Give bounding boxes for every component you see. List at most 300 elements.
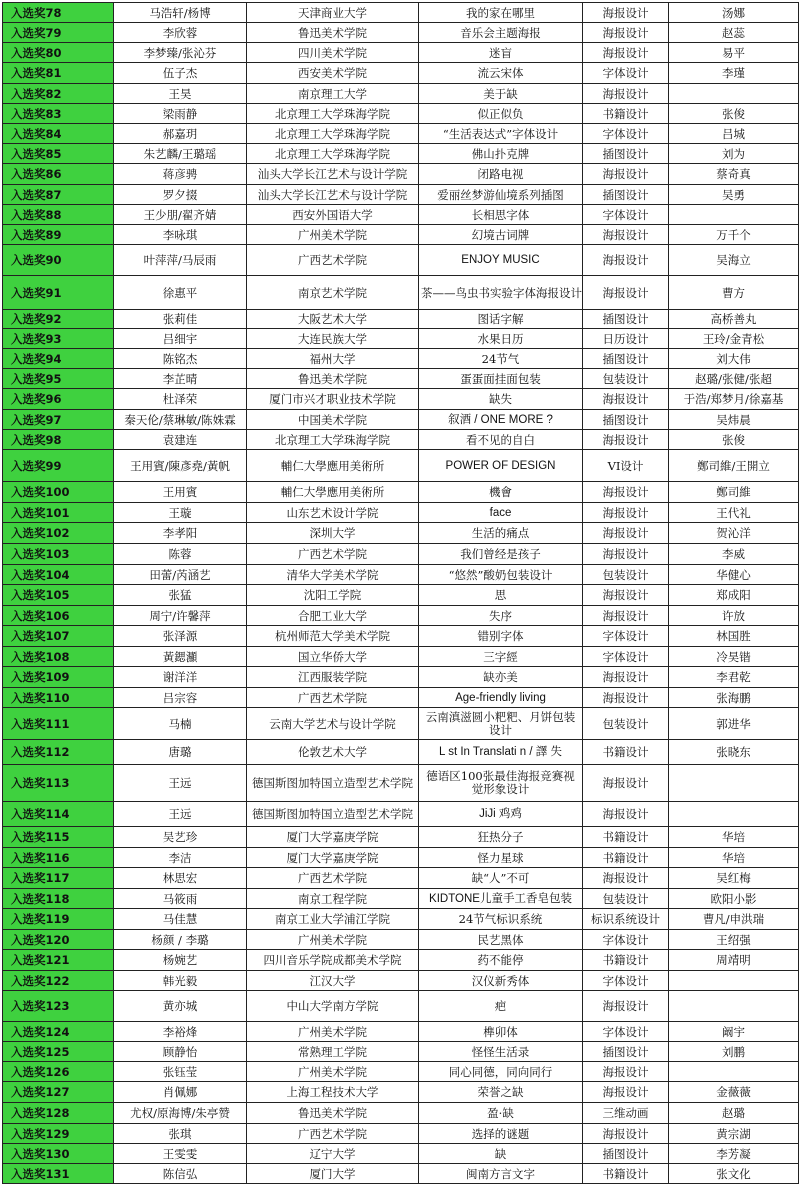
school-cell: 輔仁大學應用美術所 [247, 482, 419, 503]
table-row [3, 626, 799, 647]
award-cell: 入选奖90 [3, 245, 114, 276]
category-cell: 字体设计 [583, 971, 669, 991]
author-cell: 王雯雯 [114, 1144, 247, 1164]
advisor-cell: 黄宗湖 [669, 1124, 799, 1144]
work-title-cell: JiJi 鸡鸡 [419, 802, 583, 827]
category-cell: 字体设计 [583, 63, 669, 84]
school-cell: 鲁迅美术学院 [247, 1103, 419, 1124]
table-row [3, 205, 799, 225]
school-cell: 广西艺术学院 [247, 544, 419, 565]
work-title-cell: 选择的谜题 [419, 1124, 583, 1144]
advisor-cell: 万千个 [669, 225, 799, 245]
advisor-cell: 王代礼 [669, 503, 799, 523]
school-cell: 大阪艺术大学 [247, 310, 419, 329]
table-row [3, 991, 799, 1022]
advisor-cell: 蔡奇真 [669, 164, 799, 185]
category-cell: 字体设计 [583, 930, 669, 950]
award-cell: 入选奖104 [3, 565, 114, 585]
table-row [3, 971, 799, 991]
award-cell: 入选奖122 [3, 971, 114, 991]
author-cell: 李咏琪 [114, 225, 247, 245]
advisor-cell [669, 802, 799, 827]
author-cell: 马筱雨 [114, 889, 247, 909]
category-cell: 插图设计 [583, 349, 669, 369]
award-cell: 入选奖117 [3, 868, 114, 889]
school-cell: 广州美术学院 [247, 225, 419, 245]
table-row [3, 565, 799, 585]
table-row [3, 909, 799, 930]
award-table-body [3, 3, 799, 1184]
work-title-cell: 生活的痛点 [419, 523, 583, 544]
category-cell: 海报设计 [583, 765, 669, 802]
author-cell: 王用賓 [114, 482, 247, 503]
author-cell: 李欣蓉 [114, 23, 247, 43]
advisor-cell: 华培 [669, 827, 799, 848]
author-cell: 李孝阳 [114, 523, 247, 544]
author-cell: 吕宗容 [114, 688, 247, 708]
school-cell: 大连民族大学 [247, 329, 419, 349]
advisor-cell: 张晓东 [669, 740, 799, 765]
table-row [3, 1124, 799, 1144]
table-row [3, 647, 799, 667]
advisor-cell [669, 971, 799, 991]
author-cell: 陈蓉 [114, 544, 247, 565]
advisor-cell: 张海鹏 [669, 688, 799, 708]
table-row [3, 1062, 799, 1082]
work-title-cell: Age-friendly living [419, 688, 583, 708]
work-title-cell: 缺“人”不可 [419, 868, 583, 889]
award-cell: 入选奖88 [3, 205, 114, 225]
school-cell: 中国美术学院 [247, 410, 419, 430]
category-cell: 海报设计 [583, 164, 669, 185]
award-cell: 入选奖126 [3, 1062, 114, 1082]
author-cell: 马佳慧 [114, 909, 247, 930]
advisor-cell: 吕城 [669, 124, 799, 144]
work-title-cell: L st In Translati n / 譯 失 [419, 740, 583, 765]
category-cell: 海报设计 [583, 1124, 669, 1144]
category-cell: VI设计 [583, 450, 669, 482]
author-cell: 黃鍶灦 [114, 647, 247, 667]
award-cell: 入选奖103 [3, 544, 114, 565]
award-cell: 入选奖118 [3, 889, 114, 909]
category-cell: 包装设计 [583, 708, 669, 740]
school-cell: 广州美术学院 [247, 930, 419, 950]
award-cell: 入选奖106 [3, 606, 114, 626]
category-cell: 书籍设计 [583, 827, 669, 848]
advisor-cell [669, 1062, 799, 1082]
work-title-cell: 缺亦美 [419, 667, 583, 688]
table-row [3, 310, 799, 329]
school-cell: 厦门大学 [247, 1164, 419, 1184]
work-title-cell: 缺失 [419, 389, 583, 410]
school-cell: 杭州师范大学美术学院 [247, 626, 419, 647]
advisor-cell: 曹方 [669, 276, 799, 310]
table-row [3, 185, 799, 205]
category-cell: 海报设计 [583, 225, 669, 245]
school-cell: 广西艺术学院 [247, 1124, 419, 1144]
table-row [3, 124, 799, 144]
table-row [3, 1144, 799, 1164]
category-cell: 海报设计 [583, 245, 669, 276]
table-row [3, 889, 799, 909]
table-row [3, 389, 799, 410]
advisor-cell: 鄭司維 [669, 482, 799, 503]
award-cell: 入选奖111 [3, 708, 114, 740]
advisor-cell: 吴勇 [669, 185, 799, 205]
author-cell: 郝嘉玥 [114, 124, 247, 144]
advisor-cell: 华健心 [669, 565, 799, 585]
category-cell: 海报设计 [583, 43, 669, 63]
school-cell: 广西艺术学院 [247, 245, 419, 276]
table-row [3, 765, 799, 802]
school-cell: 广州美术学院 [247, 1062, 419, 1082]
advisor-cell: 张俊 [669, 104, 799, 124]
table-row [3, 63, 799, 84]
work-title-cell: 失序 [419, 606, 583, 626]
advisor-cell: 赵璐/张健/张超 [669, 369, 799, 389]
advisor-cell: 刘鹏 [669, 1042, 799, 1062]
school-cell: 厦门大学嘉庚学院 [247, 827, 419, 848]
table-row [3, 329, 799, 349]
school-cell: 汕头大学长江艺术与设计学院 [247, 185, 419, 205]
work-title-cell: 荣誉之缺 [419, 1082, 583, 1103]
work-title-cell: 怪怪生活录 [419, 1042, 583, 1062]
category-cell: 海报设计 [583, 991, 669, 1022]
award-cell: 入选奖95 [3, 369, 114, 389]
category-cell: 海报设计 [583, 1062, 669, 1082]
author-cell: 秦天伦/蔡琳敏/陈姝霖 [114, 410, 247, 430]
work-title-cell: 三字經 [419, 647, 583, 667]
table-row [3, 688, 799, 708]
author-cell: 陈信弘 [114, 1164, 247, 1184]
author-cell: 马浩轩/杨博 [114, 3, 247, 23]
advisor-cell: 吴海立 [669, 245, 799, 276]
award-table [2, 2, 799, 1184]
award-cell: 入选奖87 [3, 185, 114, 205]
category-cell: 包装设计 [583, 369, 669, 389]
work-title-cell: 云南滇滋圆小粑粑、月饼包装设计 [419, 708, 583, 740]
award-cell: 入选奖110 [3, 688, 114, 708]
table-row [3, 1022, 799, 1042]
work-title-cell: 狂热分子 [419, 827, 583, 848]
category-cell: 包装设计 [583, 889, 669, 909]
work-title-cell: 闽南方言文字 [419, 1164, 583, 1184]
category-cell: 海报设计 [583, 688, 669, 708]
author-cell: 徐惠平 [114, 276, 247, 310]
category-cell: 书籍设计 [583, 950, 669, 971]
advisor-cell: 赵蕊 [669, 23, 799, 43]
table-row [3, 450, 799, 482]
advisor-cell [669, 84, 799, 104]
work-title-cell: 幻境古词牌 [419, 225, 583, 245]
author-cell: 张泽源 [114, 626, 247, 647]
school-cell: 江汉大学 [247, 971, 419, 991]
work-title-cell: 同心同德，同向同行 [419, 1062, 583, 1082]
category-cell: 海报设计 [583, 802, 669, 827]
school-cell: 北京理工大学珠海学院 [247, 144, 419, 164]
advisor-cell: 王绍强 [669, 930, 799, 950]
school-cell: 北京理工大学珠海学院 [247, 104, 419, 124]
award-cell: 入选奖130 [3, 1144, 114, 1164]
table-row [3, 827, 799, 848]
table-row [3, 667, 799, 688]
award-cell: 入选奖121 [3, 950, 114, 971]
school-cell: 西安美术学院 [247, 63, 419, 84]
award-cell: 入选奖109 [3, 667, 114, 688]
author-cell: 李梦臻/张沁芬 [114, 43, 247, 63]
advisor-cell: 李瑾 [669, 63, 799, 84]
work-title-cell: “悠然”酸奶包装设计 [419, 565, 583, 585]
table-row [3, 802, 799, 827]
work-title-cell: 流云宋体 [419, 63, 583, 84]
award-cell: 入选奖107 [3, 626, 114, 647]
work-title-cell: 音乐会主题海报 [419, 23, 583, 43]
work-title-cell: 茶——鸟虫书实验字体海报设计 [419, 276, 583, 310]
award-cell: 入选奖91 [3, 276, 114, 310]
award-cell: 入选奖119 [3, 909, 114, 930]
school-cell: 伦敦艺术大学 [247, 740, 419, 765]
table-row [3, 740, 799, 765]
work-title-cell: ENJOY MUSIC [419, 245, 583, 276]
author-cell: 杜泽荣 [114, 389, 247, 410]
author-cell: 李洁 [114, 848, 247, 868]
author-cell: 王远 [114, 765, 247, 802]
category-cell: 插图设计 [583, 310, 669, 329]
school-cell: 南京理工大学 [247, 84, 419, 104]
category-cell: 海报设计 [583, 3, 669, 23]
award-cell: 入选奖112 [3, 740, 114, 765]
advisor-cell: 于浩/郑梦月/徐嘉基 [669, 389, 799, 410]
advisor-cell [669, 991, 799, 1022]
table-row [3, 84, 799, 104]
school-cell: 厦门市兴才职业技术学院 [247, 389, 419, 410]
author-cell: 吴艺珍 [114, 827, 247, 848]
work-title-cell: 汉仪新秀体 [419, 971, 583, 991]
category-cell: 海报设计 [583, 868, 669, 889]
table-row [3, 349, 799, 369]
work-title-cell: POWER OF DESIGN [419, 450, 583, 482]
category-cell: 字体设计 [583, 124, 669, 144]
advisor-cell: 欧阳小影 [669, 889, 799, 909]
advisor-cell: 鄭司維/王開立 [669, 450, 799, 482]
table-row [3, 430, 799, 450]
school-cell: 南京艺术学院 [247, 276, 419, 310]
advisor-cell [669, 205, 799, 225]
award-cell: 入选奖83 [3, 104, 114, 124]
author-cell: 张钰莹 [114, 1062, 247, 1082]
author-cell: 叶萍萍/马辰雨 [114, 245, 247, 276]
award-cell: 入选奖85 [3, 144, 114, 164]
author-cell: 袁建连 [114, 430, 247, 450]
work-title-cell: 機會 [419, 482, 583, 503]
award-cell: 入选奖98 [3, 430, 114, 450]
award-cell: 入选奖80 [3, 43, 114, 63]
advisor-cell: 赵璐 [669, 1103, 799, 1124]
author-cell: 张猛 [114, 585, 247, 606]
work-title-cell: 榫卯体 [419, 1022, 583, 1042]
category-cell: 海报设计 [583, 84, 669, 104]
work-title-cell: 缺 [419, 1144, 583, 1164]
advisor-cell: 李芳凝 [669, 1144, 799, 1164]
work-title-cell: 错别字体 [419, 626, 583, 647]
work-title-cell: 盈·缺 [419, 1103, 583, 1124]
author-cell: 唐璐 [114, 740, 247, 765]
work-title-cell: 长相思字体 [419, 205, 583, 225]
advisor-cell: 阚宇 [669, 1022, 799, 1042]
category-cell: 海报设计 [583, 606, 669, 626]
work-title-cell: 爱丽丝梦游仙境系列插图 [419, 185, 583, 205]
author-cell: 王少朋/翟齐婧 [114, 205, 247, 225]
author-cell: 朱艺麟/王璐瑶 [114, 144, 247, 164]
school-cell: 西安外国语大学 [247, 205, 419, 225]
award-cell: 入选奖84 [3, 124, 114, 144]
award-cell: 入选奖97 [3, 410, 114, 430]
table-row [3, 3, 799, 23]
award-cell: 入选奖78 [3, 3, 114, 23]
advisor-cell: 易平 [669, 43, 799, 63]
table-row [3, 164, 799, 185]
advisor-cell: 李君乾 [669, 667, 799, 688]
work-title-cell: 药不能停 [419, 950, 583, 971]
school-cell: 厦门大学嘉庚学院 [247, 848, 419, 868]
work-title-cell: 怪力星球 [419, 848, 583, 868]
table-row [3, 225, 799, 245]
table-row [3, 523, 799, 544]
table-row [3, 868, 799, 889]
author-cell: 王璇 [114, 503, 247, 523]
school-cell: 广西艺术学院 [247, 688, 419, 708]
advisor-cell: 李威 [669, 544, 799, 565]
work-title-cell: 叙酒 / ONE MORE ? [419, 410, 583, 430]
award-cell: 入选奖89 [3, 225, 114, 245]
table-row [3, 369, 799, 389]
award-cell: 入选奖99 [3, 450, 114, 482]
school-cell: 深圳大学 [247, 523, 419, 544]
advisor-cell: 王玲/金青松 [669, 329, 799, 349]
table-row [3, 1164, 799, 1184]
table-row [3, 276, 799, 310]
category-cell: 海报设计 [583, 23, 669, 43]
work-title-cell: 似正似负 [419, 104, 583, 124]
author-cell: 罗夕掇 [114, 185, 247, 205]
work-title-cell: 疤 [419, 991, 583, 1022]
category-cell: 三维动画 [583, 1103, 669, 1124]
work-title-cell: 迷盲 [419, 43, 583, 63]
advisor-cell: 金薇薇 [669, 1082, 799, 1103]
author-cell: 王昊 [114, 84, 247, 104]
advisor-cell: 许放 [669, 606, 799, 626]
school-cell: 沈阳工学院 [247, 585, 419, 606]
award-cell: 入选奖125 [3, 1042, 114, 1062]
advisor-cell: 高桥善丸 [669, 310, 799, 329]
school-cell: 北京理工大学珠海学院 [247, 430, 419, 450]
author-cell: 肖佩娜 [114, 1082, 247, 1103]
award-cell: 入选奖129 [3, 1124, 114, 1144]
table-row [3, 950, 799, 971]
table-row [3, 104, 799, 124]
work-title-cell: 蛋蛋面挂面包装 [419, 369, 583, 389]
school-cell: 国立华侨大学 [247, 647, 419, 667]
table-row [3, 1042, 799, 1062]
work-title-cell: 闭路电视 [419, 164, 583, 185]
category-cell: 包装设计 [583, 565, 669, 585]
award-cell: 入选奖114 [3, 802, 114, 827]
school-cell: 合肥工业大学 [247, 606, 419, 626]
school-cell: 中山大学南方学院 [247, 991, 419, 1022]
author-cell: 顾静怡 [114, 1042, 247, 1062]
author-cell: 马楠 [114, 708, 247, 740]
award-cell: 入选奖115 [3, 827, 114, 848]
work-title-cell: 水果日历 [419, 329, 583, 349]
advisor-cell: 刘为 [669, 144, 799, 164]
category-cell: 书籍设计 [583, 104, 669, 124]
table-row [3, 708, 799, 740]
category-cell: 插图设计 [583, 410, 669, 430]
author-cell: 梁雨静 [114, 104, 247, 124]
table-row [3, 144, 799, 164]
award-cell: 入选奖116 [3, 848, 114, 868]
school-cell: 輔仁大學應用美術所 [247, 450, 419, 482]
category-cell: 海报设计 [583, 430, 669, 450]
table-row [3, 930, 799, 950]
school-cell: 南京工程学院 [247, 889, 419, 909]
table-row [3, 23, 799, 43]
award-cell: 入选奖86 [3, 164, 114, 185]
table-row [3, 585, 799, 606]
advisor-cell: 吴炜晨 [669, 410, 799, 430]
author-cell: 周宁/许馨萍 [114, 606, 247, 626]
work-title-cell: 看不见的自白 [419, 430, 583, 450]
author-cell: 伍子杰 [114, 63, 247, 84]
work-title-cell: 民艺黑体 [419, 930, 583, 950]
award-cell: 入选奖79 [3, 23, 114, 43]
category-cell: 标识系统设计 [583, 909, 669, 930]
author-cell: 陈铭杰 [114, 349, 247, 369]
award-cell: 入选奖101 [3, 503, 114, 523]
award-list-sheet [2, 2, 798, 1184]
category-cell: 字体设计 [583, 205, 669, 225]
category-cell: 字体设计 [583, 647, 669, 667]
work-title-cell: KIDTONE儿童手工香皂包装 [419, 889, 583, 909]
school-cell: 鲁迅美术学院 [247, 369, 419, 389]
category-cell: 插图设计 [583, 1144, 669, 1164]
table-row [3, 606, 799, 626]
award-cell: 入选奖92 [3, 310, 114, 329]
award-cell: 入选奖94 [3, 349, 114, 369]
author-cell: 张琪 [114, 1124, 247, 1144]
award-cell: 入选奖105 [3, 585, 114, 606]
category-cell: 插图设计 [583, 185, 669, 205]
author-cell: 杨婉艺 [114, 950, 247, 971]
work-title-cell: 我的家在哪里 [419, 3, 583, 23]
school-cell: 南京工业大学浦江学院 [247, 909, 419, 930]
advisor-cell: 曹凡/申洪瑞 [669, 909, 799, 930]
award-cell: 入选奖93 [3, 329, 114, 349]
school-cell: 云南大学艺术与设计学院 [247, 708, 419, 740]
school-cell: 广西艺术学院 [247, 868, 419, 889]
category-cell: 书籍设计 [583, 740, 669, 765]
table-row [3, 43, 799, 63]
school-cell: 山东艺术设计学院 [247, 503, 419, 523]
author-cell: 蒋彦骋 [114, 164, 247, 185]
school-cell: 德国斯图加特国立造型艺术学院 [247, 765, 419, 802]
award-cell: 入选奖127 [3, 1082, 114, 1103]
work-title-cell: 24节气标识系统 [419, 909, 583, 930]
advisor-cell: 郑成阳 [669, 585, 799, 606]
author-cell: 尤权/原海博/朱亭赞 [114, 1103, 247, 1124]
category-cell: 海报设计 [583, 276, 669, 310]
award-cell: 入选奖108 [3, 647, 114, 667]
